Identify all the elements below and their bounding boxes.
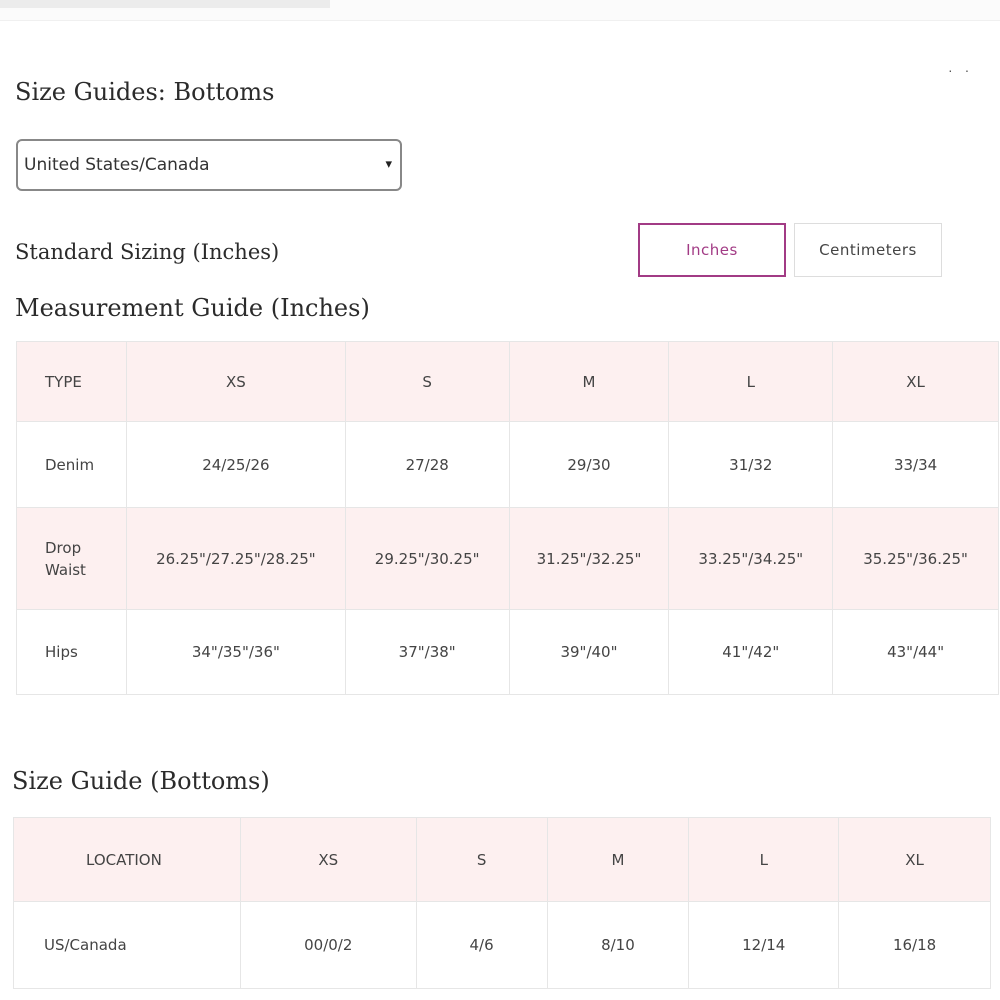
table-cell: 26.25"/27.25"/28.25": [126, 508, 345, 610]
table-cell: 37"/38": [345, 610, 509, 695]
table-row: [17, 508, 999, 610]
header-cell: XS: [126, 342, 345, 422]
header-cell: L: [689, 818, 839, 902]
header-cell: TYPE: [17, 342, 127, 422]
table-cell: 8/10: [547, 902, 689, 989]
table-cell: 16/18: [839, 902, 991, 989]
size-guide-title: Size Guide (Bottoms): [12, 767, 270, 795]
table-cell: 33.25"/34.25": [669, 508, 833, 610]
header-cell: M: [547, 818, 689, 902]
header-cell: M: [509, 342, 669, 422]
table-cell: 27/28: [345, 422, 509, 508]
inches-button[interactable]: Inches: [638, 223, 786, 277]
header-cell: S: [416, 818, 547, 902]
top-bar: [0, 0, 1000, 21]
chevron-down-icon: ▾: [385, 157, 392, 172]
table-cell: 12/14: [689, 902, 839, 989]
row-label: US/Canada: [14, 902, 241, 989]
region-select[interactable]: [16, 139, 402, 191]
table-cell: 4/6: [416, 902, 547, 989]
header-cell: XS: [240, 818, 416, 902]
top-strip: [0, 0, 330, 8]
table-header-row: [14, 818, 991, 902]
row-label: Drop Waist: [17, 508, 127, 610]
standard-sizing-label: Standard Sizing (Inches): [15, 240, 280, 264]
region-select-value: United States/Canada: [24, 155, 210, 175]
table-cell: 24/25/26: [126, 422, 345, 508]
header-cell: S: [345, 342, 509, 422]
header-cell: XL: [839, 818, 991, 902]
ellipsis-icon[interactable]: ··: [948, 62, 982, 78]
header-cell: L: [669, 342, 833, 422]
row-label: Denim: [17, 422, 127, 508]
table-cell: 29.25"/30.25": [345, 508, 509, 610]
table-row: [14, 902, 991, 989]
table-cell: 35.25"/36.25": [833, 508, 999, 610]
table-row: [17, 610, 999, 695]
table-cell: 34"/35"/36": [126, 610, 345, 695]
table-cell: 31.25"/32.25": [509, 508, 669, 610]
header-cell: XL: [833, 342, 999, 422]
row-label: Hips: [17, 610, 127, 695]
table-cell: 00/0/2: [240, 902, 416, 989]
table-cell: 31/32: [669, 422, 833, 508]
table-cell: 29/30: [509, 422, 669, 508]
page-title: Size Guides: Bottoms: [15, 78, 275, 106]
table-cell: 39"/40": [509, 610, 669, 695]
table-cell: 43"/44": [833, 610, 999, 695]
table-cell: 33/34: [833, 422, 999, 508]
measurement-guide-table: [16, 341, 999, 695]
measurement-guide-title: Measurement Guide (Inches): [15, 294, 370, 322]
table-row: [17, 422, 999, 508]
table-cell: 41"/42": [669, 610, 833, 695]
header-cell: LOCATION: [14, 818, 241, 902]
centimeters-button[interactable]: Centimeters: [794, 223, 942, 277]
table-header-row: [17, 342, 999, 422]
size-guide-table: [13, 817, 991, 989]
